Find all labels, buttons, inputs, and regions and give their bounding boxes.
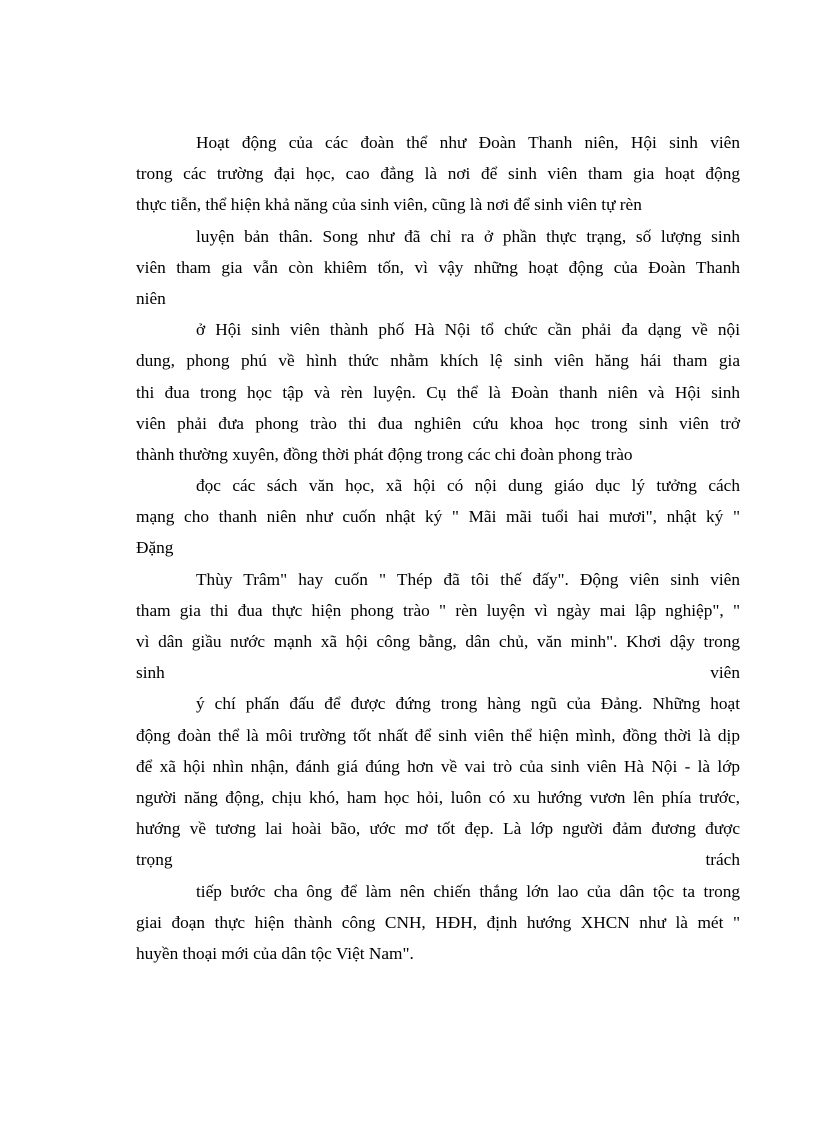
paragraph-4 bbox=[136, 470, 740, 564]
text-line: trong các trường đại học, cao đẳng là nơi để sinh viên tham gia hoạt động bbox=[136, 164, 740, 184]
paragraph-1 bbox=[136, 127, 740, 221]
text-line: vì dân giầu nước mạnh xã hội công bằng, dân chủ, văn minh". Khơi dậy trong bbox=[136, 632, 740, 651]
text-line: Đặng bbox=[136, 538, 174, 558]
paragraph-2 bbox=[136, 221, 740, 315]
text-line: ở Hội sinh viên thành phố Hà Nội tổ chức cần phải đa dạng về nội bbox=[196, 320, 740, 340]
text-line: đọc các sách văn học, xã hội có nội dung giáo dục lý tưởng cách bbox=[196, 476, 740, 496]
text-line: Hoạt động của các đoàn thể như Đoàn Thanh niên, Hội sinh viên bbox=[196, 133, 740, 152]
text-line: tham gia thi đua thực hiện phong trào " rèn luyện vì ngày mai lập nghiệp", " bbox=[136, 600, 740, 620]
document-body bbox=[136, 127, 740, 969]
text-line: người năng động, chịu khó, ham học hỏi, luôn có xu hướng vươn lên phía trước, bbox=[136, 787, 740, 807]
text-line: huyền thoại mới của dân tộc Việt Nam". bbox=[136, 943, 414, 963]
text-line: tiếp bước cha ông để làm nên chiến thắng lớn lao của dân tộc ta trong bbox=[196, 881, 740, 901]
text-line: để xã hội nhìn nhận, đánh giá đúng hơn về vai trò của sinh viên Hà Nội - là lớp bbox=[136, 756, 740, 776]
text-line: động đoàn thể là môi trường tốt nhất để sinh viên thể hiện mình, đồng thời là dịp bbox=[136, 725, 740, 745]
text-line: Thùy Trâm" hay cuốn " Thép đã tôi thế đấy". Động viên sinh viên bbox=[196, 569, 740, 589]
text-line: viên phải đưa phong trào thi đua nghiên cứu khoa học trong sinh viên trở bbox=[136, 413, 740, 433]
text-line: thành thường xuyên, đồng thời phát động trong các chi đoàn phong trào bbox=[136, 444, 633, 464]
text-line: ý chí phấn đấu để được đứng trong hàng ngũ của Đảng. Những hoạt bbox=[196, 694, 740, 714]
text-line: giai đoạn thực hiện thành công CNH, HĐH, định hướng XHCN như là mét " bbox=[136, 912, 740, 932]
text-line: hướng về tương lai hoài bão, ước mơ tốt đẹp. Là lớp người đảm đương được bbox=[136, 819, 740, 839]
text-line: trọng trách bbox=[136, 850, 740, 870]
text-line: sinh viên bbox=[136, 663, 740, 683]
paragraph-7 bbox=[136, 876, 740, 970]
text-line: thi đua trong học tập và rèn luyện. Cụ thể là Đoàn thanh niên và Hội sinh bbox=[136, 382, 740, 402]
text-line: dung, phong phú về hình thức nhằm khích lệ sinh viên hăng hái tham gia bbox=[136, 351, 740, 371]
paragraph-3 bbox=[136, 314, 740, 470]
text-line: mạng cho thanh niên như cuốn nhật ký " Mãi mãi tuổi hai mươi", nhật ký " bbox=[136, 507, 740, 527]
text-line: niên bbox=[136, 288, 166, 308]
text-line: luyện bản thân. Song như đã chỉ ra ở phần thực trạng, số lượng sinh bbox=[196, 226, 740, 246]
paragraph-6 bbox=[136, 688, 740, 875]
text-line: viên tham gia vẫn còn khiêm tốn, vì vậy những hoạt động của Đoàn Thanh bbox=[136, 257, 740, 277]
paragraph-5 bbox=[136, 564, 740, 689]
text-line: thực tiễn, thể hiện khả năng của sinh viên, cũng là nơi để sinh viên tự rèn bbox=[136, 195, 642, 215]
